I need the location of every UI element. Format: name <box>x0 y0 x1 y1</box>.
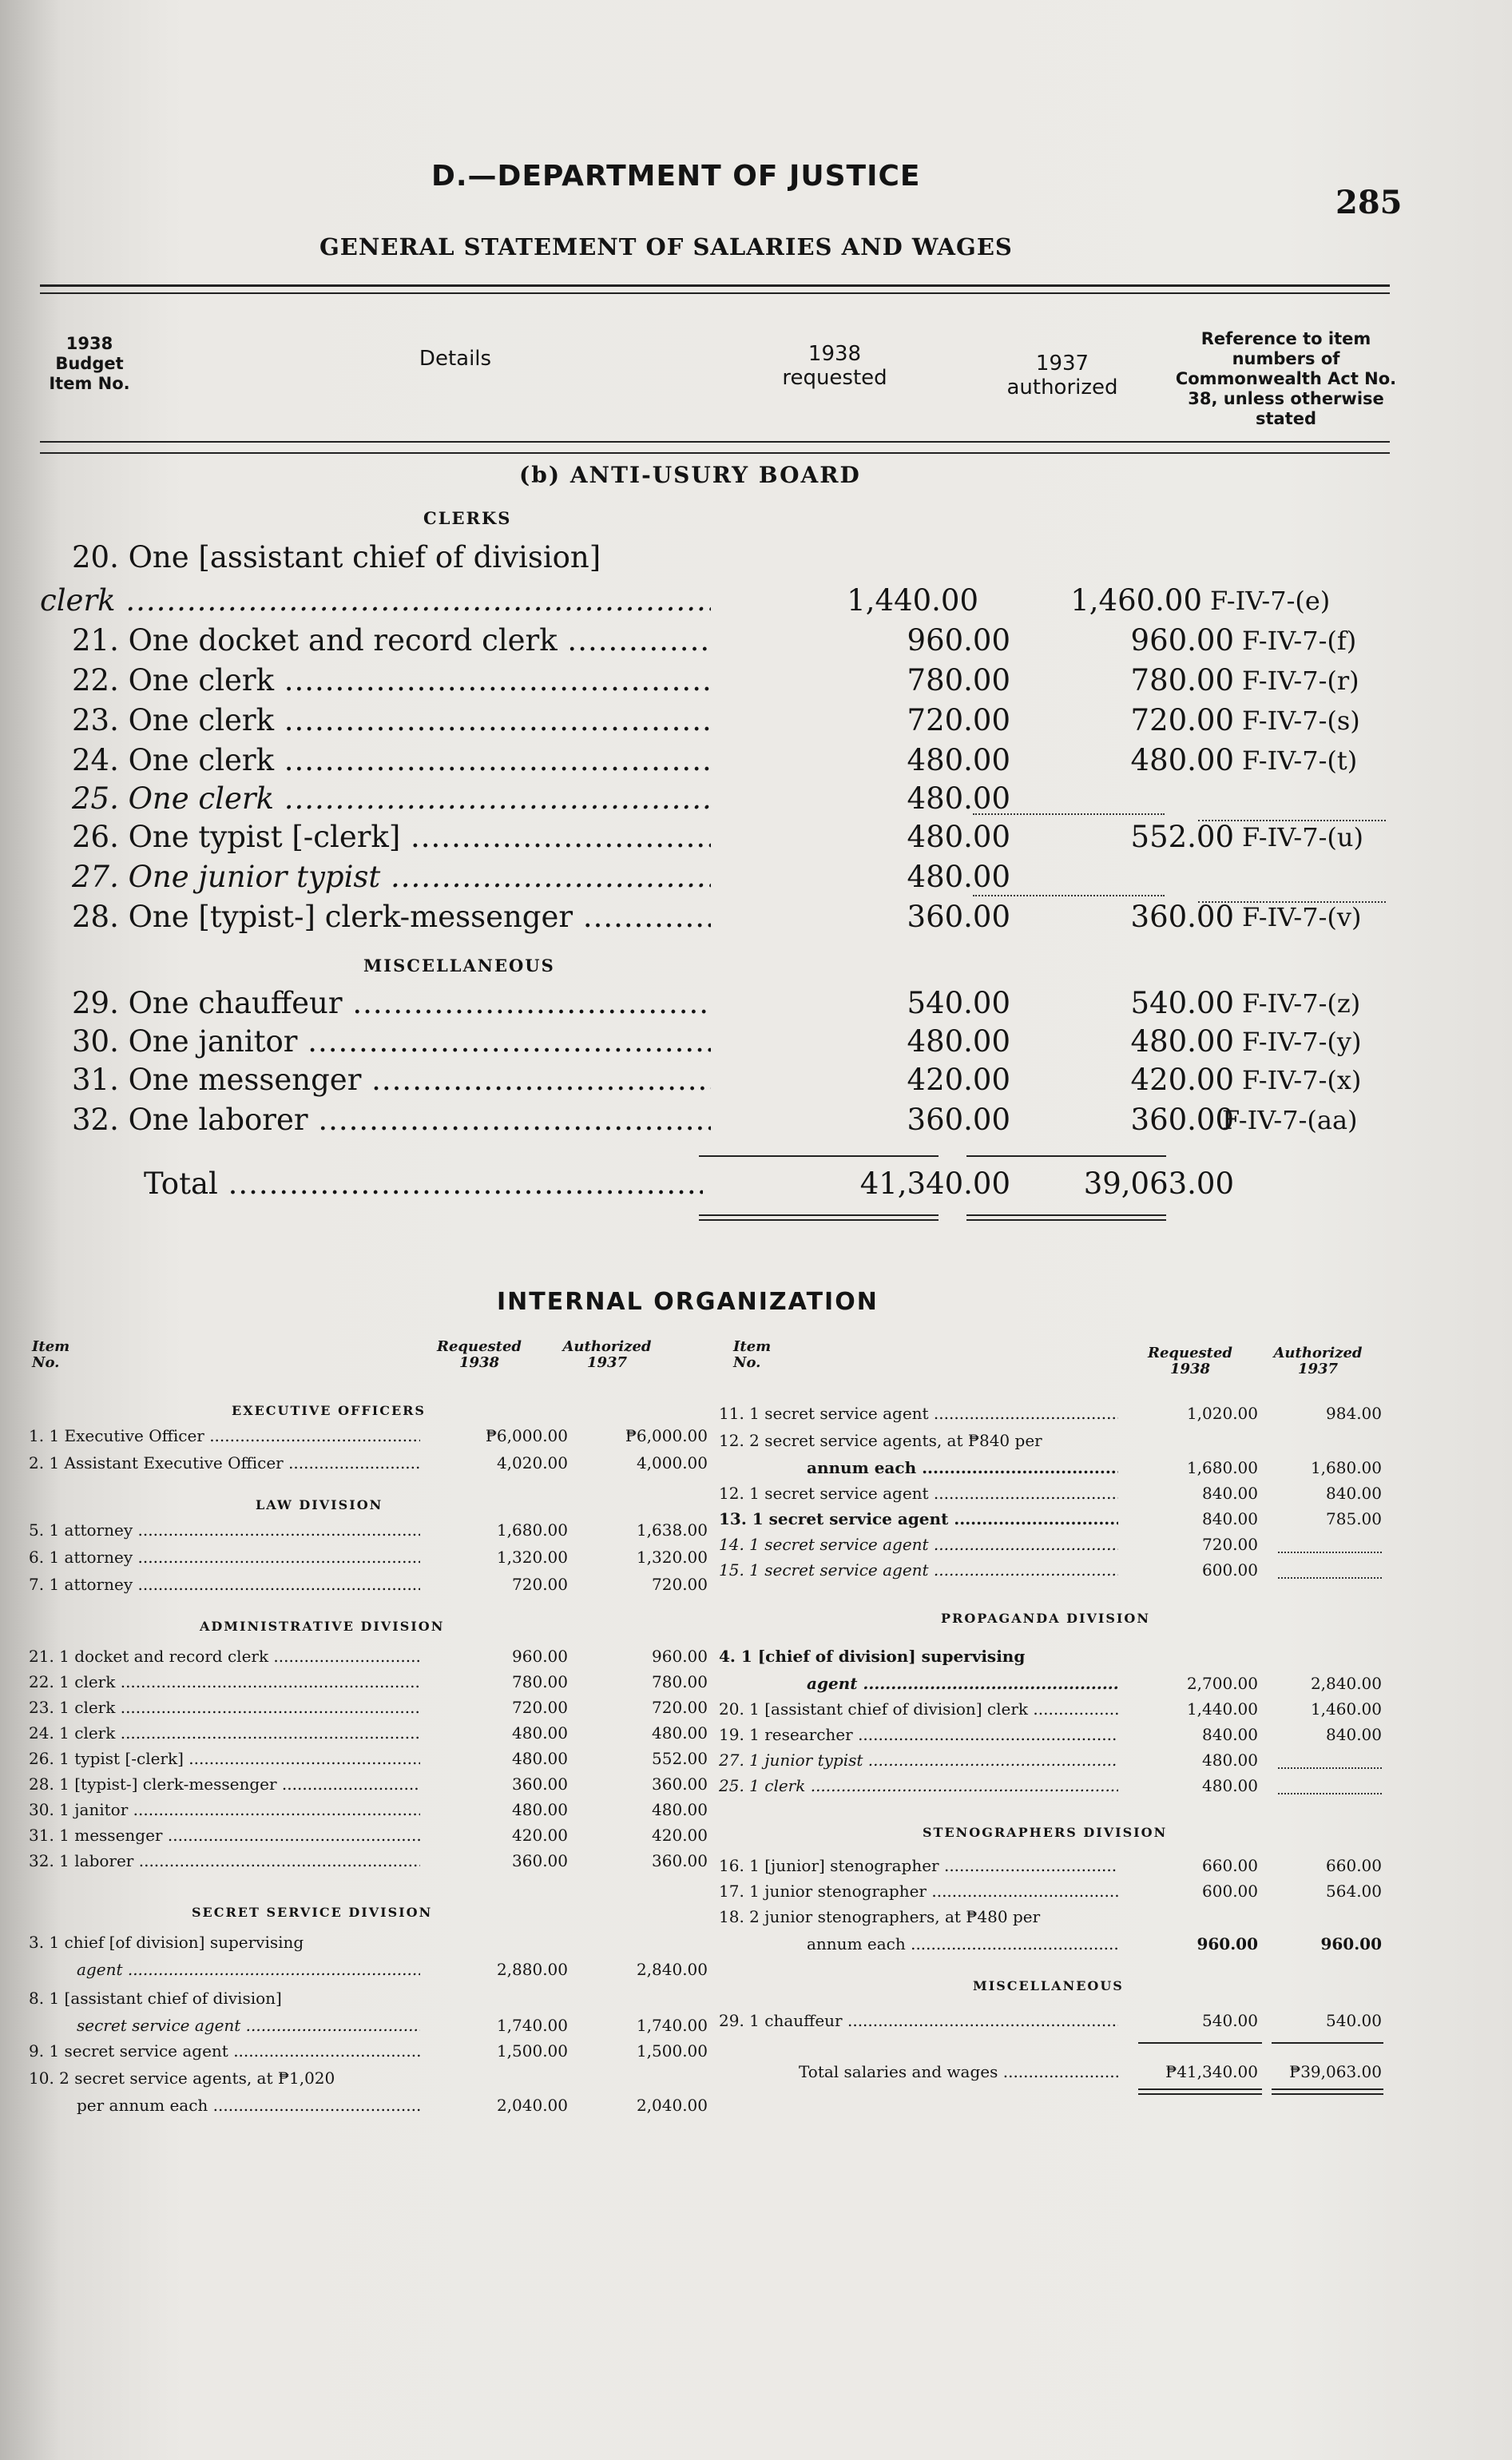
anti-usury-row: 32. One laborer ..... 360.00 360.00 F-IV-7-(aa) <box>72 1103 1398 1138</box>
header-rule-bottom-2 <box>40 452 1390 454</box>
io-row: 13. 1 secret service agent ..... 840.00 785.00 <box>719 1505 1390 1532</box>
io-row: 27. 1 junior typist ..... 480.00 <box>719 1747 1390 1774</box>
page-number: 285 <box>1335 184 1403 221</box>
total-rule <box>1138 2042 1262 2044</box>
anti-usury-row: 28. One [typist-] clerk-messenger ..... 360.00 360.00 F-IV-7-(v) <box>72 900 1398 935</box>
io-row: 5. 1 attorney ..... 1,680.00 1,638.00 <box>29 1516 684 1544</box>
anti-usury-row: 31. One messenger ..... 420.00 420.00 F-IV-7-(x) <box>72 1063 1398 1098</box>
misc-heading-right: MISCELLANEOUS <box>973 1978 1124 1993</box>
anti-usury-row: 22. One clerk ..... 780.00 780.00 F-IV-7-(r) <box>72 663 1398 698</box>
anti-usury-row: 29. One chauffeur ..... 540.00 540.00 F-IV-7-(z) <box>72 986 1398 1021</box>
exec-heading: EXECUTIVE OFFICERS <box>232 1403 426 1418</box>
blank-dash <box>1278 1793 1382 1794</box>
io-row: 4. 1 [chief of division] supervising <box>719 1647 1026 1666</box>
anti-usury-row: 30. One janitor ..... 480.00 480.00 F-IV-7-(y) <box>72 1024 1398 1059</box>
io-row: 2. 1 Assistant Executive Officer ..... 4,020.00 4,000.00 <box>29 1449 684 1476</box>
blank-dash <box>973 895 1165 896</box>
admin-heading: ADMINISTRATIVE DIVISION <box>200 1619 445 1634</box>
io-row: 32. 1 laborer ..... 360.00 360.00 <box>29 1847 684 1874</box>
misc-heading: MISCELLANEOUS <box>363 956 555 976</box>
department-title: D.—DEPARTMENT OF JUSTICE <box>431 160 921 193</box>
io-row: agent ..... 2,880.00 2,840.00 <box>29 1956 684 1983</box>
io-head-item: Item No. <box>32 1338 70 1371</box>
io-head-auth: Authorized 1937 <box>562 1338 652 1371</box>
steno-heading: STENOGRAPHERS DIVISION <box>923 1825 1168 1840</box>
anti-usury-total: Total ..... 41,340.00 39,063.00 <box>144 1166 1470 1202</box>
anti-usury-row: 26. One typist [-clerk] ..... 480.00 552.00 F-IV-7-(u) <box>72 820 1398 855</box>
io-row: annum each ..... 1,680.00 1,680.00 <box>719 1454 1390 1481</box>
io-row: 15. 1 secret service agent ..... 600.00 <box>719 1556 1390 1584</box>
io-row: 17. 1 junior stenographer ..... 600.00 564.00 <box>719 1878 1390 1905</box>
total-double-rule <box>1272 2088 1383 2095</box>
header-rule-top <box>40 284 1390 287</box>
col-details: Details <box>419 347 492 371</box>
io-head-auth-right: Authorized 1937 <box>1273 1345 1363 1377</box>
io-total-row: Total salaries and wages ..... ₱41,340.00 ₱39,063.00 <box>719 2058 1390 2085</box>
anti-usury-row: 24. One clerk ..... 480.00 480.00 F-IV-7-(t) <box>72 743 1398 778</box>
io-row: 16. 1 [junior] stenographer ..... 660.00 660.00 <box>719 1852 1390 1879</box>
total-double-rule <box>1138 2088 1262 2095</box>
col-authorized: 1937 authorized <box>1006 352 1118 399</box>
io-row: secret service agent ..... 1,740.00 1,740.00 <box>29 2012 684 2039</box>
io-row: 8. 1 [assistant chief of division] <box>29 1989 282 2008</box>
io-row: 20. 1 [assistant chief of division] clerk ..... 1,440.00 1,460.00 <box>719 1695 1390 1723</box>
blank-dash <box>973 813 1165 815</box>
header-rule-bottom <box>40 441 1390 443</box>
io-row: annum each ..... 960.00 960.00 <box>719 1930 1390 1957</box>
propaganda-heading: PROPAGANDA DIVISION <box>941 1611 1150 1626</box>
anti-usury-title: (b) ANTI-USURY BOARD <box>519 462 861 488</box>
blank-dash <box>1278 1577 1382 1579</box>
io-row: agent ..... 2,700.00 2,840.00 <box>719 1670 1390 1697</box>
clerks-heading: CLERKS <box>423 508 512 528</box>
total-rule <box>1272 2042 1383 2044</box>
io-row: 22. 1 clerk ..... 780.00 780.00 <box>29 1668 684 1695</box>
io-head-item-right: Item No. <box>733 1338 772 1371</box>
anti-usury-row: 21. One docket and record clerk ..... 960.00 960.00 F-IV-7-(f) <box>72 623 1398 658</box>
io-row: 26. 1 typist [-clerk] ..... 480.00 552.00 <box>29 1745 684 1772</box>
col-requested: 1938 requested <box>782 342 887 390</box>
io-row: 31. 1 messenger ..... 420.00 420.00 <box>29 1822 684 1849</box>
anti-usury-row: clerk ..... 1,440.00 1,460.00 F-IV-7-(e) <box>40 583 1366 618</box>
anti-usury-row: 25. One clerk ..... 480.00 <box>72 781 1398 817</box>
total-double-rule <box>966 1214 1166 1221</box>
law-heading: LAW DIVISION <box>256 1497 383 1512</box>
blank-dash <box>1278 1767 1382 1769</box>
io-head-req-right: Requested 1938 <box>1147 1345 1233 1377</box>
io-row: 29. 1 chauffeur ..... 540.00 540.00 <box>719 2007 1390 2034</box>
io-row: 12. 2 secret service agents, at ₱840 per <box>719 1431 1042 1450</box>
io-row: 21. 1 docket and record clerk ..... 960.00 960.00 <box>29 1643 684 1670</box>
io-row: 9. 1 secret service agent ..... 1,500.00 1,500.00 <box>29 2037 684 2065</box>
io-row: 25. 1 clerk ..... 480.00 <box>719 1772 1390 1799</box>
io-row: 18. 2 junior stenographers, at ₱480 per <box>719 1907 1041 1926</box>
io-row: 23. 1 clerk ..... 720.00 720.00 <box>29 1694 684 1721</box>
col-reference: Reference to item numbers of Commonwealth Act No. 38, unless otherwise stated <box>1175 329 1397 428</box>
page-subtitle: GENERAL STATEMENT OF SALARIES AND WAGES <box>319 233 1013 260</box>
io-row: 11. 1 secret service agent ..... 1,020.00 984.00 <box>719 1400 1390 1427</box>
io-row: 24. 1 clerk ..... 480.00 480.00 <box>29 1719 684 1747</box>
io-row: 3. 1 chief [of division] supervising <box>29 1933 304 1952</box>
col-item: 1938 Budget Item No. <box>49 334 130 393</box>
total-rule <box>699 1155 939 1157</box>
io-row: 10. 2 secret service agents, at ₱1,020 <box>29 2069 335 2088</box>
total-double-rule <box>699 1214 939 1221</box>
io-row: 30. 1 janitor ..... 480.00 480.00 <box>29 1796 684 1823</box>
anti-usury-row: 23. One clerk ..... 720.00 720.00 F-IV-7-(s) <box>72 703 1398 738</box>
io-row: 14. 1 secret service agent ..... 720.00 <box>719 1531 1390 1558</box>
io-row: 19. 1 researcher ..... 840.00 840.00 <box>719 1721 1390 1748</box>
io-head-req: Requested 1938 <box>436 1338 522 1371</box>
header-rule-top-2 <box>40 292 1390 294</box>
anti-usury-row: 20. One [assistant chief of division] <box>72 540 601 574</box>
io-row: 6. 1 attorney ..... 1,320.00 1,320.00 <box>29 1544 684 1571</box>
io-row: 7. 1 attorney ..... 720.00 720.00 <box>29 1571 684 1598</box>
io-row: 1. 1 Executive Officer ..... ₱6,000.00 ₱6,000.00 <box>29 1422 684 1449</box>
internal-organization-title: INTERNAL ORGANIZATION <box>497 1288 879 1316</box>
blank-dash <box>1278 1552 1382 1553</box>
io-row: 28. 1 [typist-] clerk-messenger ..... 360.00 360.00 <box>29 1770 684 1798</box>
secret-heading: SECRET SERVICE DIVISION <box>192 1905 433 1920</box>
total-rule <box>966 1155 1166 1157</box>
io-row: 12. 1 secret service agent ..... 840.00 840.00 <box>719 1480 1390 1507</box>
anti-usury-row: 27. One junior typist ..... 480.00 <box>72 860 1398 895</box>
io-row: per annum each ..... 2,040.00 2,040.00 <box>29 2092 684 2119</box>
